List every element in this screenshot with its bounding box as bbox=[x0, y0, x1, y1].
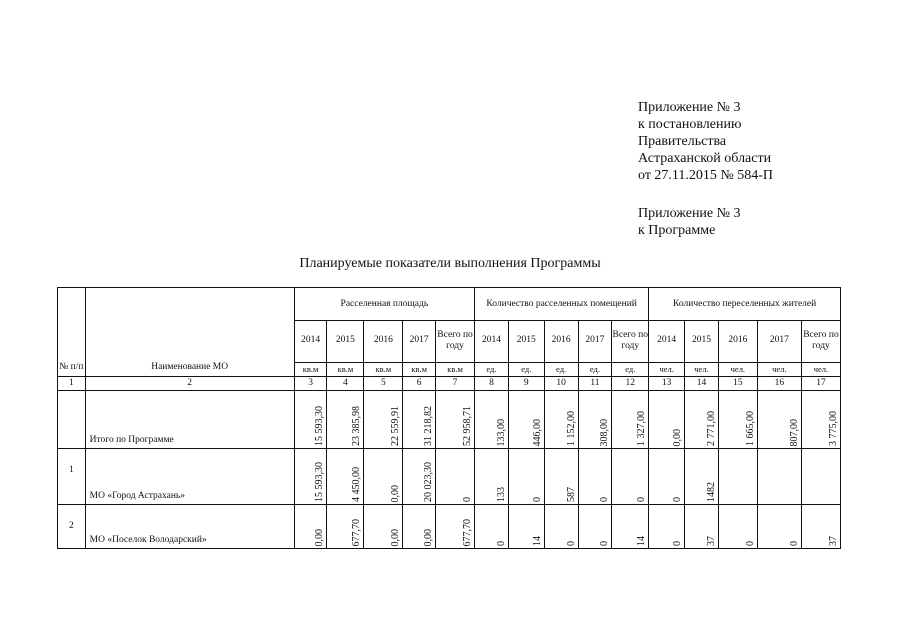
cell-value: 0 bbox=[672, 541, 684, 546]
cell-value: 0,00 bbox=[423, 528, 435, 546]
row-number: 2 bbox=[58, 505, 86, 549]
value-cell bbox=[757, 391, 801, 449]
cell-value: 0,00 bbox=[390, 484, 402, 502]
value-cell bbox=[436, 391, 475, 449]
cell-value: 807,00 bbox=[788, 418, 800, 446]
cell-value: 1 327,00 bbox=[636, 411, 648, 446]
cell-value: 133,00 bbox=[495, 418, 507, 446]
header-column-number: 8 bbox=[475, 377, 509, 391]
header-year-label: 2016 bbox=[728, 335, 748, 345]
header-unit-cell: кв.м bbox=[364, 363, 403, 377]
header-year-cell bbox=[364, 321, 403, 363]
document-title: Планируемые показатели выполнения Программы bbox=[299, 256, 601, 271]
header-year-label: 2015 bbox=[691, 335, 711, 345]
header-column-number: 1 bbox=[58, 377, 86, 391]
value-cell bbox=[403, 449, 436, 505]
cell-value: 15 593,30 bbox=[314, 406, 326, 446]
value-cell bbox=[578, 449, 612, 505]
header-year-cell bbox=[294, 321, 327, 363]
header-year-cell bbox=[327, 321, 364, 363]
header-column-number: 12 bbox=[612, 377, 649, 391]
value-cell bbox=[801, 449, 840, 505]
header-year-cell bbox=[718, 321, 757, 363]
appendix-program-line-1: Приложение № 3 bbox=[638, 206, 741, 221]
value-cell bbox=[578, 391, 612, 449]
appendix-main-line-4: Астраханской области bbox=[638, 151, 772, 166]
value-cell bbox=[436, 449, 475, 505]
header-year-cell bbox=[685, 321, 719, 363]
header-year-label: 2016 bbox=[373, 335, 393, 345]
value-cell bbox=[508, 505, 544, 549]
cell-value: 37 bbox=[828, 536, 839, 546]
header-unit-cell: ед. bbox=[578, 363, 612, 377]
header-year-label: Всего по году bbox=[612, 329, 649, 351]
cell-value: 0 bbox=[744, 541, 756, 546]
header-year-label: 2017 bbox=[585, 335, 605, 345]
header-column-numbers-row bbox=[58, 377, 841, 391]
header-unit-cell: чел. bbox=[685, 363, 719, 377]
header-unit-cell: ед. bbox=[544, 363, 578, 377]
header-column-number: 4 bbox=[327, 377, 364, 391]
value-cell bbox=[403, 391, 436, 449]
value-cell bbox=[757, 505, 801, 549]
value-cell bbox=[364, 505, 403, 549]
cell-value: 0 bbox=[599, 541, 611, 546]
value-cell bbox=[612, 505, 649, 549]
appendix-main-line-2: к постановлению bbox=[638, 117, 742, 132]
appendix-program-line-2: к Программе bbox=[638, 223, 716, 238]
appendix-main-block bbox=[638, 99, 773, 184]
header-year-label: Всего по году bbox=[437, 329, 473, 351]
header-year-cell bbox=[801, 321, 840, 363]
header-column-number: 5 bbox=[364, 377, 403, 391]
header-column-number: 17 bbox=[801, 377, 840, 391]
table-body bbox=[58, 391, 841, 549]
value-cell bbox=[475, 505, 509, 549]
cell-value: 1 152,00 bbox=[565, 411, 577, 446]
cell-value: 31 218,82 bbox=[423, 406, 435, 446]
cell-value: 0,00 bbox=[314, 528, 326, 546]
value-cell bbox=[544, 391, 578, 449]
header-unit-cell: чел. bbox=[718, 363, 757, 377]
value-cell bbox=[649, 391, 685, 449]
header-year-cell bbox=[544, 321, 578, 363]
value-cell bbox=[294, 449, 327, 505]
header-year-label: 2017 bbox=[409, 335, 429, 345]
header-row-number: № п/п bbox=[58, 288, 86, 377]
row-mo-name: Итого по Программе bbox=[85, 391, 294, 449]
header-unit-cell: кв.м bbox=[436, 363, 475, 377]
header-year-label: 2014 bbox=[481, 335, 501, 345]
header-column-number: 9 bbox=[508, 377, 544, 391]
header-year-cell bbox=[578, 321, 612, 363]
cell-value: 0 bbox=[495, 541, 507, 546]
cell-value: 1 665,00 bbox=[744, 411, 756, 446]
cell-value: 15 593,30 bbox=[314, 462, 326, 502]
header-unit-cell: чел. bbox=[649, 363, 685, 377]
header-unit-cell: кв.м bbox=[327, 363, 364, 377]
header-unit-cell: ед. bbox=[612, 363, 649, 377]
value-cell bbox=[508, 449, 544, 505]
row-mo-name: МО «Поселок Володарский» bbox=[85, 505, 294, 549]
appendix-main-line-3: Правительства bbox=[638, 134, 727, 149]
cell-value: 0 bbox=[565, 541, 577, 546]
value-cell bbox=[403, 505, 436, 549]
header-year-cell bbox=[508, 321, 544, 363]
header-year-cell bbox=[612, 321, 649, 363]
cell-value: 0 bbox=[531, 497, 543, 502]
cell-value: 22 559,91 bbox=[390, 406, 402, 446]
cell-value: 1482 bbox=[705, 482, 717, 502]
cell-value: 0,00 bbox=[390, 528, 402, 546]
value-cell bbox=[718, 505, 757, 549]
value-cell bbox=[685, 391, 719, 449]
value-cell bbox=[475, 449, 509, 505]
table-row bbox=[58, 449, 841, 505]
value-cell bbox=[685, 505, 719, 549]
cell-value: 0 bbox=[788, 541, 800, 546]
cell-value: 587 bbox=[565, 487, 577, 502]
value-cell bbox=[578, 505, 612, 549]
header-year-label: 2014 bbox=[657, 335, 677, 345]
cell-value: 677,70 bbox=[351, 518, 363, 546]
table-row bbox=[58, 505, 841, 549]
header-group-rooms: Количество расселенных помещений bbox=[475, 288, 649, 321]
cell-value: 0 bbox=[636, 497, 648, 502]
header-year-label: 2015 bbox=[516, 335, 536, 345]
cell-value: 2 771,00 bbox=[705, 411, 717, 446]
header-year-cell bbox=[649, 321, 685, 363]
cell-value: 677,70 bbox=[462, 518, 474, 546]
header-column-number: 7 bbox=[436, 377, 475, 391]
header-unit-cell: кв.м bbox=[403, 363, 436, 377]
header-column-number: 2 bbox=[85, 377, 294, 391]
header-column-number: 16 bbox=[757, 377, 801, 391]
cell-value: 0,00 bbox=[672, 428, 684, 446]
value-cell bbox=[294, 505, 327, 549]
value-cell bbox=[612, 391, 649, 449]
indicators-table bbox=[57, 287, 841, 549]
cell-value: 446,00 bbox=[531, 418, 543, 446]
value-cell bbox=[544, 449, 578, 505]
row-number bbox=[58, 391, 86, 449]
value-cell bbox=[294, 391, 327, 449]
row-mo-name: МО «Город Астрахань» bbox=[85, 449, 294, 505]
value-cell bbox=[327, 391, 364, 449]
header-year-label: 2016 bbox=[551, 335, 571, 345]
header-mo-name: Наименование МО bbox=[85, 288, 294, 377]
cell-value: 0 bbox=[672, 497, 684, 502]
value-cell bbox=[649, 449, 685, 505]
cell-value: 3 775,00 bbox=[828, 411, 839, 446]
cell-value: 14 bbox=[636, 536, 648, 546]
header-column-number: 13 bbox=[649, 377, 685, 391]
value-cell bbox=[327, 449, 364, 505]
header-year-cell bbox=[436, 321, 475, 363]
header-group-residents: Количество переселенных жителей bbox=[649, 288, 841, 321]
value-cell bbox=[649, 505, 685, 549]
value-cell bbox=[801, 391, 840, 449]
value-cell bbox=[685, 449, 719, 505]
value-cell bbox=[612, 449, 649, 505]
header-column-number: 11 bbox=[578, 377, 612, 391]
cell-value: 20 023,30 bbox=[423, 462, 435, 502]
cell-value: 308,00 bbox=[599, 418, 611, 446]
value-cell bbox=[475, 391, 509, 449]
header-group-area: Расселенная площадь bbox=[294, 288, 474, 321]
header-year-cell bbox=[757, 321, 801, 363]
cell-value: 14 bbox=[531, 536, 543, 546]
header-unit-cell: кв.м bbox=[294, 363, 327, 377]
appendix-main-line-5: от 27.11.2015 № 584-П bbox=[638, 168, 774, 183]
cell-value: 52 958,71 bbox=[462, 406, 474, 446]
value-cell bbox=[718, 391, 757, 449]
cell-value: 23 385,98 bbox=[351, 406, 363, 446]
header-column-number: 6 bbox=[403, 377, 436, 391]
appendix-main-line-1: Приложение № 3 bbox=[638, 100, 741, 115]
value-cell bbox=[757, 449, 801, 505]
cell-value: 133 bbox=[495, 487, 507, 502]
header-year-label: 2017 bbox=[769, 335, 789, 345]
cell-value: 4 450,00 bbox=[351, 467, 363, 502]
cell-value: 37 bbox=[705, 536, 717, 546]
header-column-number: 10 bbox=[544, 377, 578, 391]
value-cell bbox=[327, 505, 364, 549]
header-unit-cell: чел. bbox=[757, 363, 801, 377]
header-column-number: 3 bbox=[294, 377, 327, 391]
value-cell bbox=[436, 505, 475, 549]
header-year-label: 2014 bbox=[301, 335, 321, 345]
header-unit-cell: ед. bbox=[475, 363, 509, 377]
value-cell bbox=[364, 449, 403, 505]
value-cell bbox=[508, 391, 544, 449]
header-column-number: 15 bbox=[718, 377, 757, 391]
header-year-label: Всего по году bbox=[803, 329, 839, 351]
header-unit-cell: чел. bbox=[801, 363, 840, 377]
value-cell bbox=[544, 505, 578, 549]
row-number: 1 bbox=[58, 449, 86, 505]
header-year-label: 2015 bbox=[335, 335, 355, 345]
header-unit-cell: ед. bbox=[508, 363, 544, 377]
appendix-program-block bbox=[638, 205, 741, 239]
value-cell bbox=[364, 391, 403, 449]
header-year-cell bbox=[403, 321, 436, 363]
cell-value: 0 bbox=[599, 497, 611, 502]
value-cell bbox=[801, 505, 840, 549]
header-column-number: 14 bbox=[685, 377, 719, 391]
value-cell bbox=[718, 449, 757, 505]
header-year-cell bbox=[475, 321, 509, 363]
table-row bbox=[58, 391, 841, 449]
cell-value: 0 bbox=[462, 497, 474, 502]
